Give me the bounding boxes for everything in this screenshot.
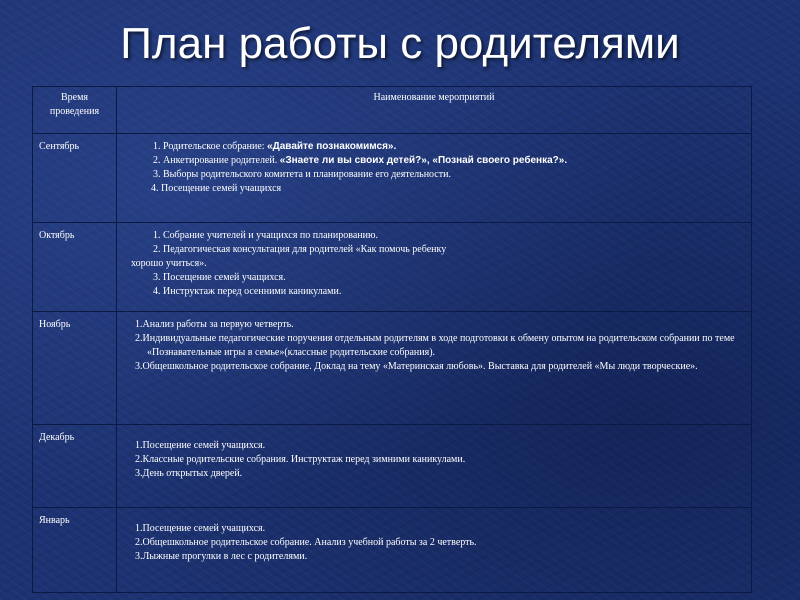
events-cell <box>117 134 752 223</box>
table-row <box>33 312 752 425</box>
month-cell: Сентябрь <box>33 134 117 223</box>
list-item: 3. Посещение семей учащихся. <box>153 272 286 283</box>
list-item: 1.Посещение семей учащихся. <box>135 523 266 534</box>
list-item: 2. Педагогическая консультация для родителей «Как помочь ребенку <box>153 244 447 255</box>
event-list <box>123 439 745 481</box>
page-title: План работы с родителями <box>120 19 680 68</box>
header-events: Наименование мероприятий <box>117 87 752 134</box>
list-item: 4. Посещение семей учащихся <box>151 183 282 194</box>
table-row <box>33 134 752 223</box>
header-time: Время проведения <box>33 87 117 134</box>
table-row <box>33 223 752 312</box>
list-item: 2.Общешкольное родительское собрание. Анализ учебной работы за 2 четверть. <box>135 537 477 548</box>
list-item: 3.Лыжные прогулки в лес с родителями. <box>135 551 308 562</box>
list-item: 2.Классные родительские собрания. Инструктаж перед зимними каникулами. <box>135 454 466 465</box>
table-row <box>33 425 752 508</box>
event-list <box>123 140 745 196</box>
event-list <box>123 522 745 564</box>
list-item: 1. Собрание учителей и учащихся по планированию. <box>153 230 378 241</box>
list-item: 4. Инструктаж перед осенними каникулами. <box>153 286 342 297</box>
list-item: хорошо учиться». <box>131 258 207 269</box>
plan-table <box>32 86 752 593</box>
month-cell: Декабрь <box>33 425 117 508</box>
month-cell: Октябрь <box>33 223 117 312</box>
list-item: 1.Анализ работы за первую четверть. <box>135 319 294 330</box>
month-cell: Ноябрь <box>33 312 117 425</box>
month-cell: Январь <box>33 508 117 593</box>
list-item: 3. Выборы родительского комитета и планирование его деятельности. <box>153 169 451 180</box>
list-item: 2.Индивидуальные педагогические поручения отдельным родителям в ходе подготовки к обмену опытом на родительском собрании по теме «Познавательные игры в семье»(классные родительские собрания). <box>135 333 735 358</box>
table-row <box>33 508 752 593</box>
events-cell <box>117 223 752 312</box>
event-list <box>123 318 745 374</box>
list-item: 3.День открытых дверей. <box>135 468 243 479</box>
list-item: 1.Посещение семей учащихся. <box>135 440 266 451</box>
events-cell <box>117 312 752 425</box>
events-cell <box>117 425 752 508</box>
events-cell <box>117 508 752 593</box>
table-header-row <box>33 87 752 134</box>
list-item: 1. Родительское собрание: «Давайте познакомимся». <box>153 141 397 152</box>
event-list <box>123 229 745 299</box>
list-item: 2. Анкетирование родителей. «Знаете ли вы своих детей?», «Познай своего ребенка?». <box>153 155 568 166</box>
list-item: 3.Общешкольное родительское собрание. Доклад на тему «Материнская любовь». Выставка для родителей «Мы люди творческие». <box>135 361 698 372</box>
